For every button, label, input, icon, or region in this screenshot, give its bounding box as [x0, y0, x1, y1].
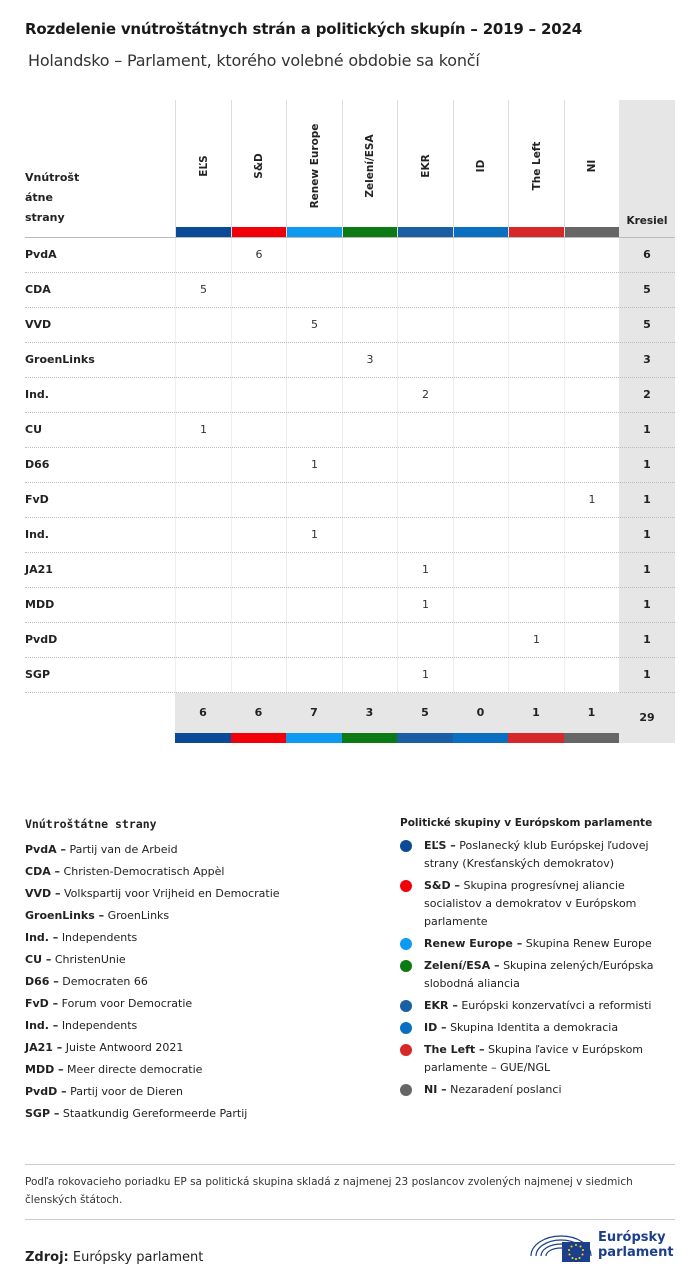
seat-cell	[231, 448, 287, 483]
party-abbr: JA21 –	[25, 1041, 63, 1054]
page-title: Rozdelenie vnútroštátnych strán a politických skupín – 2019 – 2024	[25, 20, 582, 38]
seat-cell	[508, 658, 564, 693]
party-name: GroenLinks	[25, 353, 95, 366]
seat-cell	[175, 658, 231, 693]
seat-cell	[508, 343, 564, 378]
group-column-header	[564, 100, 620, 237]
party-name: Ind.	[25, 388, 49, 401]
party-name: D66	[25, 458, 50, 471]
seat-cell: 1	[397, 658, 453, 693]
group-color-bar	[565, 227, 620, 237]
party-legend-item	[25, 839, 385, 861]
group-header-label: Zelení/ESA	[364, 134, 376, 198]
party-legend-item	[25, 993, 385, 1015]
party-full-name: Christen-Democratisch Appèl	[63, 865, 225, 878]
table-row	[25, 272, 675, 307]
seat-cell	[286, 658, 342, 693]
group-abbr: ID –	[424, 1021, 447, 1034]
seat-cell	[397, 343, 453, 378]
group-color-bar	[564, 733, 620, 743]
group-color-dot-icon	[400, 1000, 412, 1012]
seat-cell	[175, 343, 231, 378]
table-row	[25, 237, 675, 272]
row-total: 5	[619, 273, 675, 308]
group-color-bar	[398, 227, 453, 237]
seat-cell	[564, 378, 620, 413]
seat-cell	[175, 553, 231, 588]
group-legend-item	[400, 935, 675, 953]
seat-cell	[397, 413, 453, 448]
group-abbr: NI –	[424, 1083, 447, 1096]
row-total: 1	[619, 483, 675, 518]
political-groups-heading: Politické skupiny v Európskom parlamente	[400, 817, 653, 829]
seat-cell: 5	[175, 273, 231, 308]
parliament-emblem-icon	[528, 1226, 594, 1266]
seat-cell	[453, 273, 509, 308]
group-column-header	[342, 100, 398, 237]
seat-cell	[397, 238, 453, 273]
group-total: 0	[453, 693, 509, 733]
seat-cell	[564, 658, 620, 693]
row-total: 2	[619, 378, 675, 413]
group-color-bar	[453, 733, 509, 743]
seat-cell	[231, 553, 287, 588]
row-total: 1	[619, 518, 675, 553]
footnote: Podľa rokovacieho poriadku EP sa politická skupina skladá z najmenej 23 poslancov zvolených najmenej v siedmich členských štátoch.	[25, 1164, 675, 1220]
seat-cell	[508, 483, 564, 518]
group-full-name: Nezaradení poslanci	[450, 1083, 562, 1096]
row-total: 5	[619, 308, 675, 343]
seat-cell	[342, 238, 398, 273]
group-color-bar	[509, 227, 564, 237]
group-header-label: S&D	[253, 153, 265, 179]
group-color-bar	[397, 733, 453, 743]
group-color-dot-icon	[400, 1084, 412, 1096]
seat-cell	[286, 238, 342, 273]
seat-cell	[286, 553, 342, 588]
seat-cell	[231, 588, 287, 623]
table-row	[25, 342, 675, 377]
seat-cell: 1	[564, 483, 620, 518]
party-name: CU	[25, 423, 43, 436]
party-abbr: D66 –	[25, 975, 59, 988]
seat-cell	[453, 238, 509, 273]
row-total: 6	[619, 238, 675, 273]
row-total: 3	[619, 343, 675, 378]
table-row	[25, 307, 675, 342]
seat-cell	[342, 308, 398, 343]
party-header-line: strany	[25, 211, 65, 224]
seat-cell	[231, 413, 287, 448]
seat-cell	[231, 378, 287, 413]
seat-cell	[564, 238, 620, 273]
seat-cell	[508, 448, 564, 483]
group-header-label: NI	[586, 159, 598, 173]
grand-total: 29	[619, 693, 675, 743]
group-full-name: Poslanecký klub Európskej ľudovej strany (Kresťanských demokratov)	[424, 839, 649, 870]
party-full-name: Meer directe democratie	[67, 1063, 203, 1076]
group-full-name: Skupina Identita a demokracia	[450, 1021, 619, 1034]
party-abbr: MDD –	[25, 1063, 64, 1076]
seat-cell: 1	[397, 588, 453, 623]
seat-cell	[453, 308, 509, 343]
party-legend-item	[25, 1081, 385, 1103]
group-header-label: EKR	[419, 154, 432, 178]
group-legend-item	[400, 957, 675, 993]
table-row	[25, 377, 675, 412]
seat-cell	[342, 553, 398, 588]
seat-cell	[397, 308, 453, 343]
seat-cell	[397, 518, 453, 553]
seat-cell	[342, 588, 398, 623]
table-row	[25, 657, 675, 692]
row-total: 1	[619, 658, 675, 693]
seat-cell	[342, 413, 398, 448]
seat-cell	[397, 448, 453, 483]
party-name: VVD	[25, 318, 52, 331]
seat-cell	[508, 553, 564, 588]
table-row	[25, 552, 675, 587]
european-parliament-logo	[528, 1226, 678, 1266]
seat-cell	[342, 623, 398, 658]
party-name: FvD	[25, 493, 49, 506]
table-row	[25, 622, 675, 657]
seat-cell	[508, 238, 564, 273]
table-row	[25, 482, 675, 517]
party-abbr: PvdD –	[25, 1085, 67, 1098]
party-full-name: Independents	[61, 931, 138, 944]
seat-cell	[342, 448, 398, 483]
seat-cell: 3	[342, 343, 398, 378]
source-value: Európsky parlament	[72, 1250, 204, 1265]
logo-line-1: Európsky	[598, 1230, 666, 1245]
seat-cell	[397, 483, 453, 518]
group-header-label: Renew Europe	[308, 123, 321, 209]
group-color-dot-icon	[400, 840, 412, 852]
group-abbr: EĽS –	[424, 839, 456, 852]
group-color-bar	[176, 227, 231, 237]
seat-cell: 1	[286, 448, 342, 483]
party-abbr: SGP –	[25, 1107, 60, 1120]
row-total: 1	[619, 553, 675, 588]
seat-cell	[231, 658, 287, 693]
seat-cell	[564, 413, 620, 448]
seat-cell	[453, 518, 509, 553]
group-header-label: ID	[475, 159, 487, 173]
group-legend-item	[400, 1081, 675, 1099]
row-total: 1	[619, 413, 675, 448]
group-full-name: Skupina Renew Europe	[525, 937, 652, 950]
seat-cell: 1	[286, 518, 342, 553]
seat-cell	[453, 413, 509, 448]
group-total: 3	[342, 693, 398, 733]
seat-cell	[175, 308, 231, 343]
party-name: PvdD	[25, 633, 58, 646]
party-column-header	[25, 168, 85, 228]
seat-cell	[453, 658, 509, 693]
seat-cell	[453, 448, 509, 483]
party-name: JA21	[25, 563, 53, 576]
group-color-dot-icon	[400, 1044, 412, 1056]
seat-cell	[231, 483, 287, 518]
logo-text	[598, 1230, 674, 1260]
party-legend-item	[25, 905, 385, 927]
seat-cell	[508, 308, 564, 343]
group-color-bar	[508, 733, 564, 743]
seat-cell	[453, 588, 509, 623]
seat-cell	[342, 518, 398, 553]
seat-cell	[397, 273, 453, 308]
group-abbr: The Left –	[424, 1043, 485, 1056]
party-header-line: átne	[25, 191, 53, 204]
row-total: 1	[619, 623, 675, 658]
political-groups-legend	[400, 817, 675, 1103]
group-color-bar	[287, 227, 342, 237]
seat-cell	[231, 343, 287, 378]
seat-cell	[286, 483, 342, 518]
party-full-name: Democraten 66	[62, 975, 148, 988]
seat-cell	[564, 308, 620, 343]
seat-cell	[286, 623, 342, 658]
group-legend-item	[400, 877, 675, 931]
party-full-name: Partij van de Arbeid	[69, 843, 178, 856]
seat-cell: 1	[175, 413, 231, 448]
table-row	[25, 587, 675, 622]
seat-cell	[175, 518, 231, 553]
group-color-bar	[232, 227, 287, 237]
seat-cell	[342, 658, 398, 693]
seat-cell	[175, 378, 231, 413]
seat-cell	[564, 588, 620, 623]
national-parties-legend	[25, 817, 385, 1125]
seat-cell	[175, 448, 231, 483]
group-color-bar	[175, 733, 231, 743]
seat-cell	[508, 413, 564, 448]
group-legend-item	[400, 837, 675, 873]
party-abbr: Ind. –	[25, 1019, 59, 1032]
seat-cell	[508, 518, 564, 553]
party-abbr: GroenLinks –	[25, 909, 105, 922]
seat-cell	[564, 343, 620, 378]
table-header	[25, 100, 675, 237]
group-column-header	[175, 100, 231, 237]
party-header-line: Vnútrošt	[25, 171, 80, 184]
logo-line-2: parlament	[598, 1245, 674, 1260]
table-row	[25, 412, 675, 447]
group-column-header	[231, 100, 287, 237]
seat-cell	[453, 378, 509, 413]
page-subtitle: Holandsko – Parlament, ktorého volebné obdobie sa končí	[28, 51, 480, 70]
seats-column-header	[619, 100, 675, 237]
group-color-dot-icon	[400, 880, 412, 892]
group-abbr: Renew Europe –	[424, 937, 523, 950]
group-total: 5	[397, 693, 453, 733]
party-abbr: Ind. –	[25, 931, 59, 944]
national-parties-heading: Vnútroštátne strany	[25, 817, 157, 831]
group-full-name: Skupina progresívnej aliancie socialistov a demokratov v Európskom parlamente	[424, 879, 637, 928]
group-legend-item	[400, 1019, 675, 1037]
group-color-dot-icon	[400, 938, 412, 950]
party-full-name: Forum voor Democratie	[61, 997, 193, 1010]
seat-cell	[231, 518, 287, 553]
party-legend-item	[25, 949, 385, 971]
seat-cell	[564, 518, 620, 553]
group-color-bar	[231, 733, 287, 743]
seat-cell	[453, 553, 509, 588]
row-total: 1	[619, 588, 675, 623]
party-legend-item	[25, 927, 385, 949]
seat-cell: 1	[508, 623, 564, 658]
seat-cell	[342, 273, 398, 308]
group-column-header	[508, 100, 564, 237]
seat-cell	[231, 273, 287, 308]
group-full-name: Európski konzervatívci a reformisti	[461, 999, 652, 1012]
seat-cell: 5	[286, 308, 342, 343]
party-full-name: Staatkundig Gereformeerde Partij	[62, 1107, 248, 1120]
party-legend-item	[25, 1037, 385, 1059]
party-full-name: GroenLinks	[107, 909, 170, 922]
group-color-bar	[286, 733, 342, 743]
source-line	[25, 1250, 203, 1265]
seat-cell	[286, 273, 342, 308]
group-header-label: EĽS	[197, 155, 210, 177]
party-full-name: ChristenUnie	[54, 953, 126, 966]
seat-cell: 2	[397, 378, 453, 413]
party-full-name: Volkspartij voor Vrijheid en Democratie	[64, 887, 280, 900]
group-abbr: S&D –	[424, 879, 460, 892]
seat-cell: 1	[397, 553, 453, 588]
party-abbr: FvD –	[25, 997, 59, 1010]
party-legend-item	[25, 861, 385, 883]
source-label: Zdroj:	[25, 1250, 69, 1265]
seat-cell	[175, 588, 231, 623]
seat-cell	[564, 448, 620, 483]
seat-cell	[231, 308, 287, 343]
party-name: Ind.	[25, 528, 49, 541]
party-legend-item	[25, 1103, 385, 1125]
group-column-header	[286, 100, 342, 237]
seat-cell	[342, 483, 398, 518]
seat-cell	[286, 588, 342, 623]
party-abbr: PvdA –	[25, 843, 66, 856]
group-column-header	[397, 100, 453, 237]
seat-cell	[508, 273, 564, 308]
seat-cell	[231, 623, 287, 658]
party-name: MDD	[25, 598, 55, 611]
group-full-name: Skupina zelených/Európska slobodná aliancia	[424, 959, 654, 990]
seat-cell	[564, 623, 620, 658]
group-header-label: The Left	[530, 141, 543, 191]
party-full-name: Independents	[61, 1019, 138, 1032]
row-total: 1	[619, 448, 675, 483]
group-column-header	[453, 100, 509, 237]
group-color-bar	[454, 227, 509, 237]
seat-cell	[564, 273, 620, 308]
group-total: 1	[508, 693, 564, 733]
party-abbr: CU –	[25, 953, 52, 966]
party-full-name: Partij voor de Dieren	[70, 1085, 183, 1098]
party-legend-item	[25, 1059, 385, 1081]
group-color-bar	[342, 733, 398, 743]
totals-row	[25, 692, 675, 742]
party-full-name: Juiste Antwoord 2021	[65, 1041, 184, 1054]
seat-cell	[508, 588, 564, 623]
group-abbr: EKR –	[424, 999, 458, 1012]
group-total: 7	[286, 693, 342, 733]
group-full-name: Skupina ľavice v Európskom parlamente – GUE/NGL	[424, 1043, 644, 1074]
group-total: 1	[564, 693, 620, 733]
group-total: 6	[175, 693, 231, 733]
seat-cell	[453, 483, 509, 518]
party-abbr: CDA –	[25, 865, 61, 878]
party-name: CDA	[25, 283, 51, 296]
seat-cell	[453, 623, 509, 658]
seat-cell	[397, 623, 453, 658]
table-row	[25, 447, 675, 482]
group-abbr: Zelení/ESA –	[424, 959, 500, 972]
table-row	[25, 517, 675, 552]
seat-cell	[564, 553, 620, 588]
seat-cell: 6	[231, 238, 287, 273]
table-body	[25, 237, 675, 692]
seats-header-label: Kresiel	[626, 215, 668, 227]
seat-cell	[286, 413, 342, 448]
party-name: PvdA	[25, 248, 57, 261]
group-color-dot-icon	[400, 1022, 412, 1034]
seat-cell	[453, 343, 509, 378]
party-abbr: VVD –	[25, 887, 61, 900]
seat-cell	[508, 378, 564, 413]
party-legend-item	[25, 883, 385, 905]
seat-cell	[286, 343, 342, 378]
group-color-bar	[343, 227, 398, 237]
seat-cell	[175, 238, 231, 273]
group-total: 6	[231, 693, 287, 733]
seat-cell	[342, 378, 398, 413]
group-legend-item	[400, 997, 675, 1015]
group-color-dot-icon	[400, 960, 412, 972]
party-name: SGP	[25, 668, 51, 681]
seat-cell	[286, 378, 342, 413]
seat-cell	[175, 483, 231, 518]
party-legend-item	[25, 971, 385, 993]
group-legend-item	[400, 1041, 675, 1077]
seat-cell	[175, 623, 231, 658]
party-legend-item	[25, 1015, 385, 1037]
